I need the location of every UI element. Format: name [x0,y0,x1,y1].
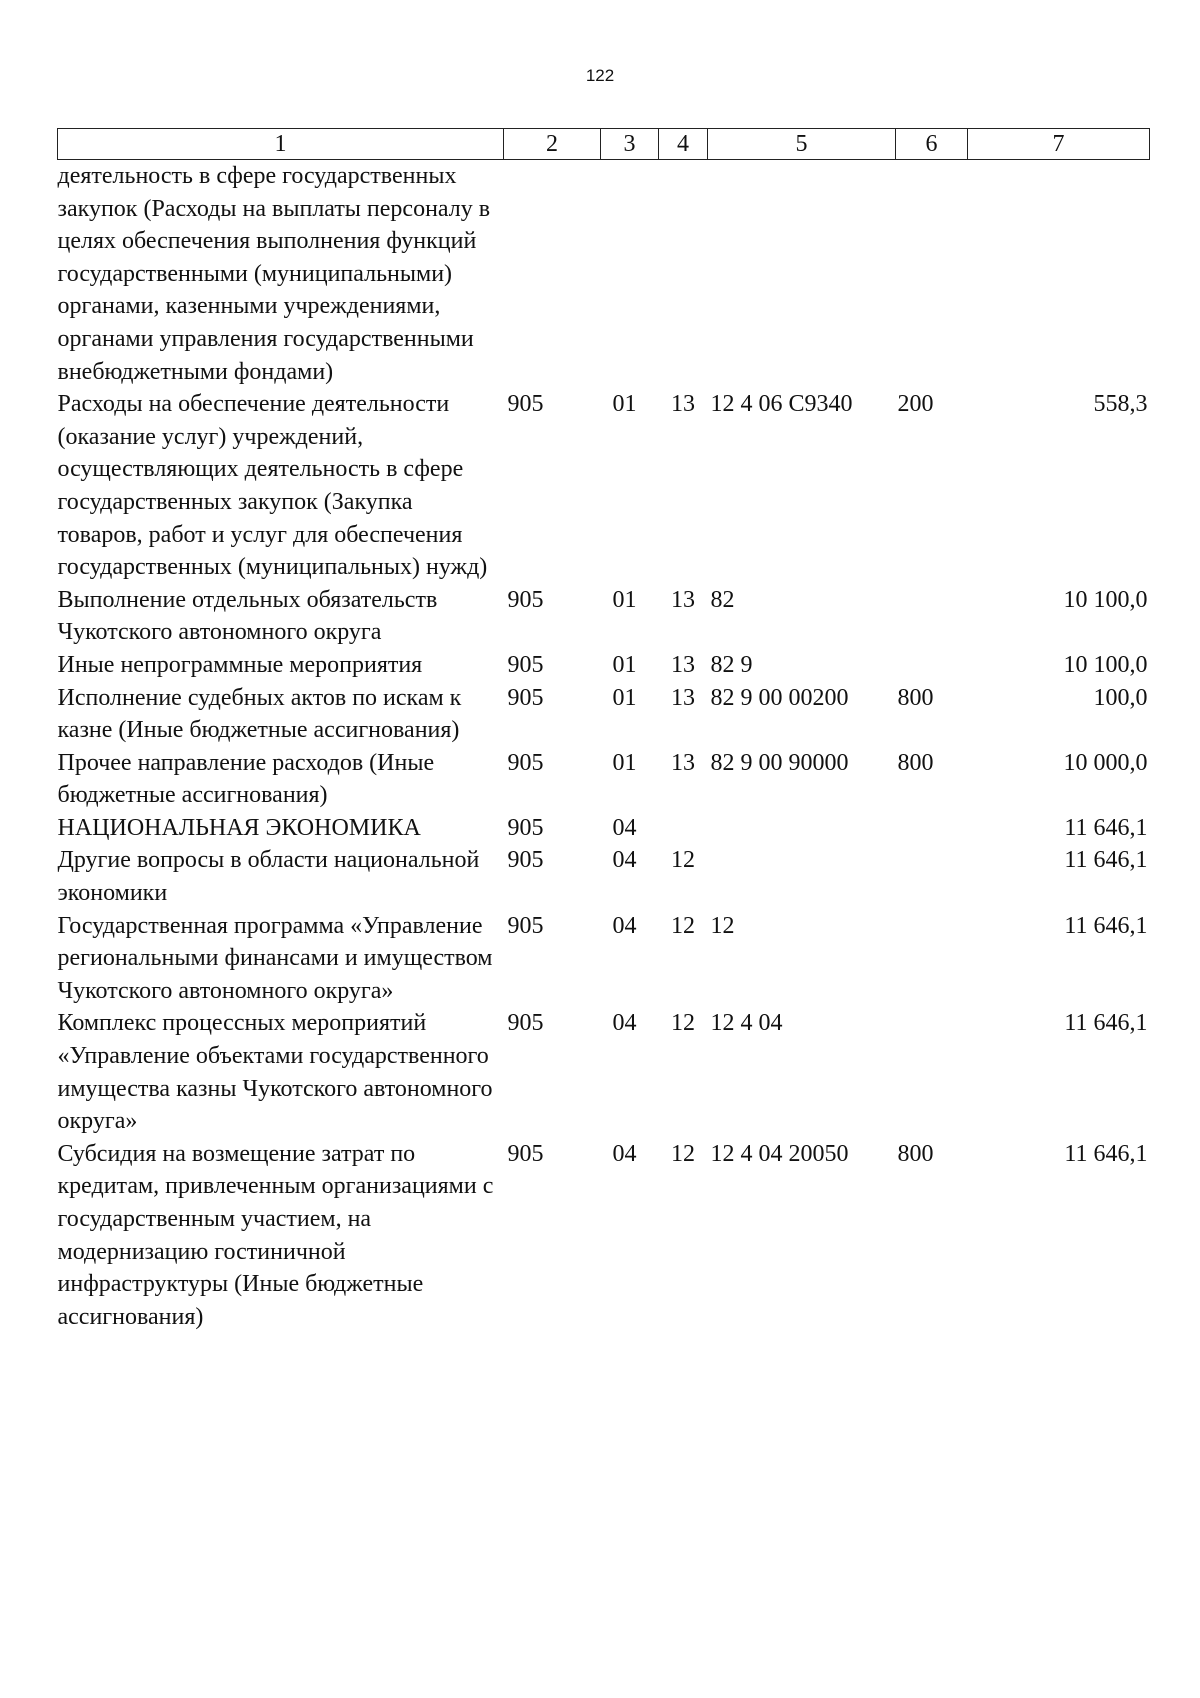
amount-cell: 11 646,1 [1064,912,1148,939]
header-cell-3: 3 [601,129,659,160]
target-article-cell [708,160,896,389]
name-cell: Комплекс процессных мероприятий «Управление объектами государственного имущества казны Чукотского автономного округа» [57,1010,493,1135]
table-row [58,388,1150,584]
name-cell: НАЦИОНАЛЬНАЯ ЭКОНОМИКА [57,814,421,841]
target-article-cell: 82 [710,586,735,613]
subsection-cell: 13 [671,749,695,776]
section-cell: 04 [612,847,637,874]
section-cell: 01 [612,391,637,418]
section-cell: 01 [612,651,637,678]
table-row [58,584,1150,649]
name-cell: Исполнение судебных актов по искам к казне (Иные бюджетные ассигнования) [57,684,462,744]
name-cell: Иные непрограммные мероприятия [57,651,423,678]
target-article-cell: 12 4 04 20050 [710,1140,849,1167]
header-cell-1: 1 [58,129,504,160]
name-cell: Другие вопросы в области национальной экономики [57,847,480,907]
target-article-cell: 12 [710,912,735,939]
grbs-cell: 905 [507,749,544,776]
subsection-cell: 13 [671,586,695,613]
section-cell: 04 [612,912,637,939]
grbs-cell: 905 [507,847,544,874]
name-cell: Выполнение отдельных обязательств Чукотского автономного округа [57,586,438,646]
grbs-cell: 905 [507,651,544,678]
expense-type-cell [896,1007,968,1137]
subsection-cell: 13 [671,684,695,711]
grbs-cell: 905 [507,684,544,711]
table-row [58,844,1150,909]
amount-cell: 10 000,0 [1063,749,1148,776]
table-header [58,129,1150,160]
subsection-cell [659,812,708,845]
target-article-cell: 12 4 04 [710,1010,783,1037]
expense-type-cell: 800 [897,1140,934,1167]
name-cell: деятельность в сфере государственных закупок (Расходы на выплаты персоналу в целях обеспечения выполнения функций государственными (муниципальными) органами, казенными учреждениями, органами управления государственными внебюджетными фондами) [57,163,491,385]
target-article-cell: 12 4 06 С9340 [710,391,853,418]
subsection-cell [659,160,708,389]
header-cell-4: 4 [659,129,708,160]
expense-type-cell: 800 [897,684,934,711]
grbs-cell: 905 [507,586,544,613]
table-row [58,747,1150,812]
expense-type-cell [896,844,968,909]
amount-cell: 10 100,0 [1063,651,1148,678]
section-cell: 04 [612,1140,637,1167]
section-cell: 01 [612,586,637,613]
expense-type-cell: 800 [897,749,934,776]
section-cell: 04 [612,814,637,841]
target-article-cell: 82 9 [710,651,753,678]
target-article-cell [708,844,896,909]
target-article-cell: 82 9 00 00200 [710,684,849,711]
expense-type-cell [896,649,968,682]
amount-cell: 10 100,0 [1063,586,1148,613]
subsection-cell: 12 [671,912,695,939]
header-cell-7: 7 [968,129,1150,160]
amount-cell: 11 646,1 [1064,1010,1148,1037]
grbs-cell: 905 [507,1140,544,1167]
grbs-cell: 905 [507,1010,544,1037]
table-row [58,812,1150,845]
expense-type-cell [896,584,968,649]
subsection-cell: 12 [671,1140,695,1167]
section-cell: 04 [612,1010,637,1037]
subsection-cell: 12 [671,1010,695,1037]
header-cell-2: 2 [504,129,601,160]
name-cell: Расходы на обеспечение деятельности (оказание услуг) учреждений, осуществляющих деятельность в сфере государственных закупок (Закупка товаров, работ и услуг для обеспечения государственных (муниципальных) нужд) [57,391,488,581]
expense-type-cell [896,910,968,1008]
target-article-cell: 82 9 00 90000 [710,749,849,776]
name-cell: Субсидия на возмещение затрат по кредитам, привлеченным организациями с государственным участием, на модернизацию гостиничной инфраструктуры (Иные бюджетные ассигнования) [57,1140,494,1330]
header-row [58,129,1150,160]
target-article-cell [708,812,896,845]
table-body [58,160,1150,1334]
section-cell [601,160,659,389]
name-cell: Прочее направление расходов (Иные бюджетные ассигнования) [57,749,435,809]
expense-type-cell [896,812,968,845]
section-cell: 01 [612,684,637,711]
grbs-cell: 905 [507,814,544,841]
amount-cell: 100,0 [1093,684,1148,711]
name-cell: Государственная программа «Управление региональными финансами и имуществом Чукотского автономного округа» [57,912,493,1004]
table-row [58,160,1150,389]
amount-cell: 11 646,1 [1064,814,1148,841]
subsection-cell: 13 [671,651,695,678]
amount-cell: 11 646,1 [1064,847,1148,874]
grbs-cell: 905 [507,912,544,939]
amount-cell: 558,3 [1093,391,1148,418]
budget-table [57,128,1150,1333]
section-cell: 01 [612,749,637,776]
grbs-cell [504,160,601,389]
table-row [58,682,1150,747]
header-cell-5: 5 [708,129,896,160]
subsection-cell: 12 [671,847,695,874]
expense-type-cell [896,160,968,389]
grbs-cell: 905 [507,391,544,418]
table-row [58,1007,1150,1137]
amount-cell: 11 646,1 [1064,1140,1148,1167]
expense-type-cell: 200 [897,391,934,418]
table-row [58,910,1150,1008]
amount-cell [968,160,1150,389]
page-number: 122 [585,66,615,85]
table-row [58,1138,1150,1334]
subsection-cell: 13 [671,391,695,418]
table-row [58,649,1150,682]
header-cell-6: 6 [896,129,968,160]
